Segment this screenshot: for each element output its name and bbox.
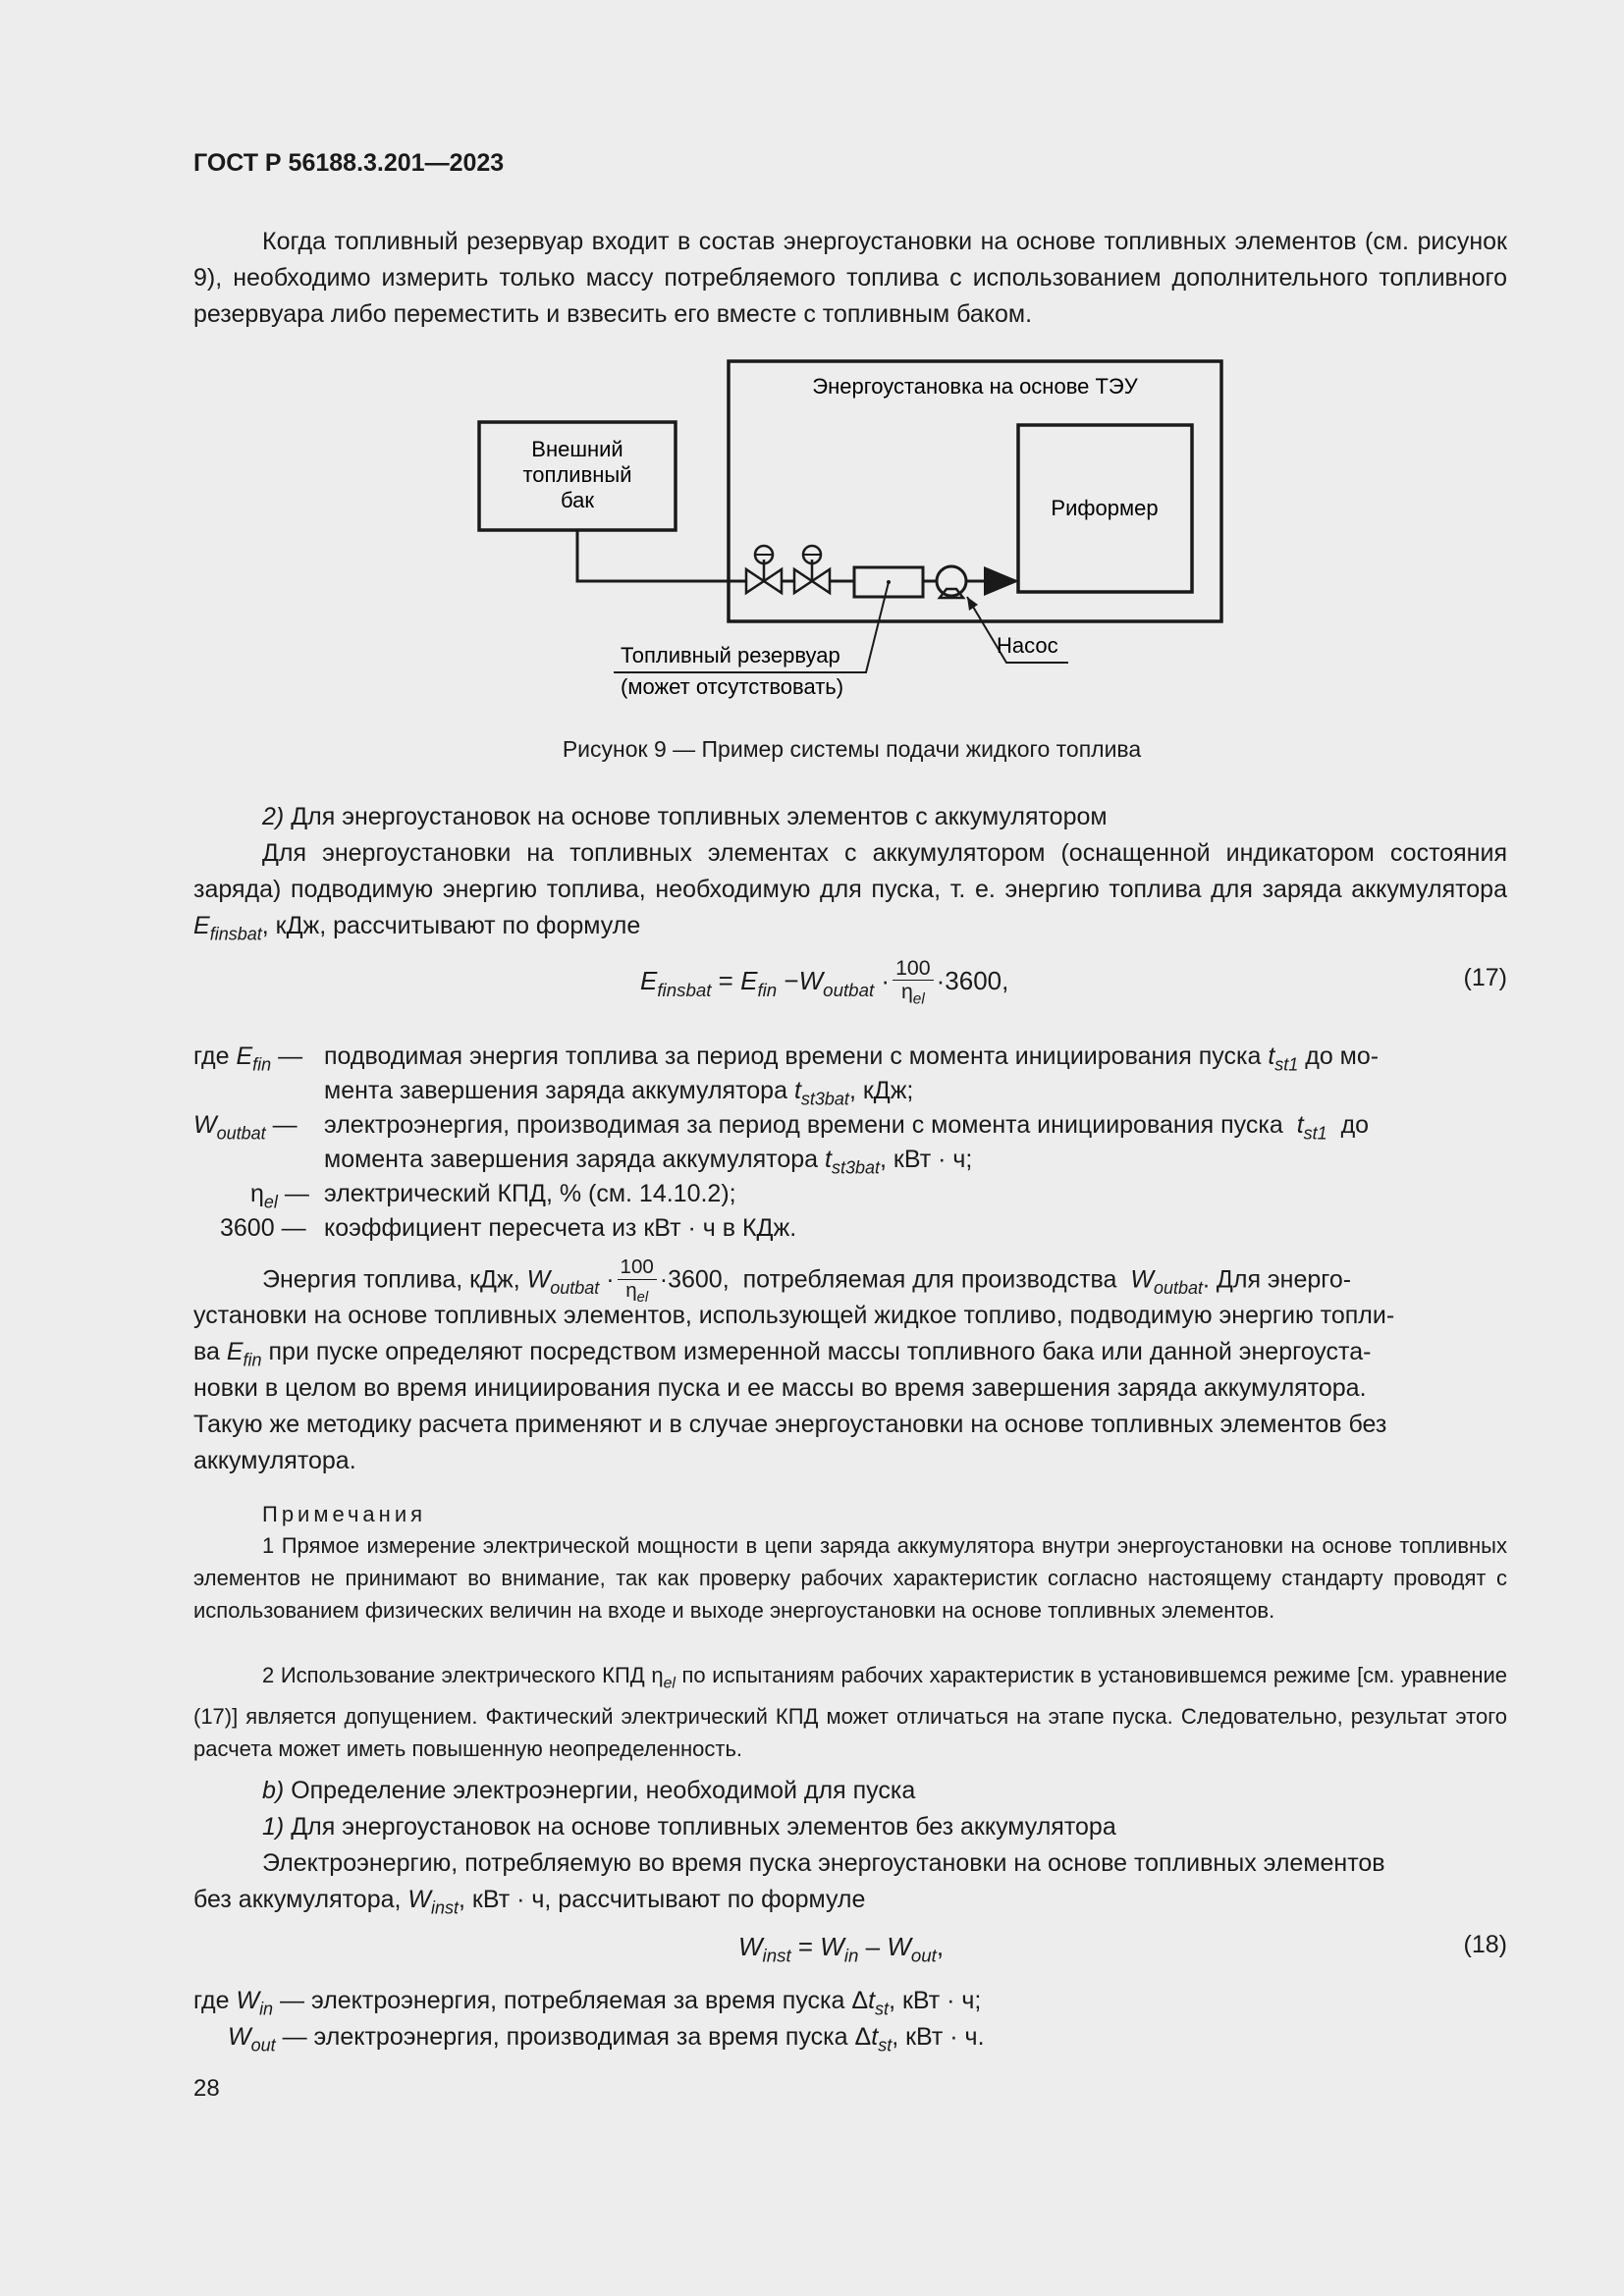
def-woutbat-term: $W_{outbat}$ —: [193, 1111, 298, 1144]
energy-paragraph-line2: установки на основе топливных элементов, использующей жидкое топливо, подводимую энергию топли-: [193, 1302, 1395, 1329]
def-win: где $W_{in}$ — электроэнергия, потребляемая за время пуска $\Delta t_{st}$, кВт · ч;: [193, 1987, 982, 2019]
figure-caption: Рисунок 9 — Пример системы подачи жидкого топлива: [562, 736, 1142, 762]
def-efin-line1: подводимая энергия топлива за период времени с момента инициирования пуска $t_{st1}$ до мо-: [324, 1042, 1380, 1075]
energy-paragraph-line1: Энергия топлива, кДж, $W_{outbat}$ · $\frac{100}{\eta_{el}}$ ·3600, потребляемая для производства $W_{outbat}$. Для энерго-: [262, 1255, 1352, 1306]
section-b1-paragraph-line1: Электроэнергию, потребляемую во время пуска энергоустановки на основе топливных элементов: [262, 1849, 1385, 1877]
equation-18: $W_{inst} = W_{in} - W_{out}$,: [738, 1932, 945, 1966]
section-b1-paragraph-line2: без аккумулятора, $W_{inst}$, кВт · ч, рассчитывают по формуле: [193, 1886, 866, 1918]
document-header: ГОСТ Р 56188.3.201—2023: [193, 149, 505, 177]
notes-title: Примечания: [262, 1502, 427, 1526]
equation-17-number: (17): [1463, 964, 1507, 991]
external-tank-label-2: топливный: [522, 462, 632, 487]
energy-paragraph-line6: аккумулятора.: [193, 1447, 356, 1474]
valve-icon: [746, 546, 782, 593]
system-title: Энергоустановка на основе ТЭУ: [812, 374, 1138, 399]
external-tank-label-3: бак: [561, 488, 594, 512]
energy-paragraph-line3: ва $E_{fin}$ при пуске определяют посредством измеренной массы топливного бака или данной энергоуста-: [193, 1338, 1372, 1370]
pump-label: Насос: [997, 633, 1058, 658]
def-3600-text: коэффициент пересчета из кВт · ч в КДж.: [324, 1214, 797, 1242]
def-where: где $E_{fin}$ —: [193, 1042, 303, 1075]
figure-9-diagram: [461, 353, 1237, 717]
equation-18-number: (18): [1463, 1931, 1507, 1958]
section-b1-heading: 1) Для энергоустановок на основе топливных элементов без аккумулятора: [262, 1813, 1116, 1841]
equation-17: $E_{finsbat} = E_{fin} -W_{outbat}$ · $\frac{100}{\eta_{el}}$ ·3600,: [640, 956, 1009, 1008]
valve-icon: [794, 546, 830, 593]
section-2-paragraph: Для энергоустановки на топливных элементах с аккумулятором (оснащенной индикатором состояния заряда) подводимую энергию топлива, необходимую для пуска, т. е. энергию топлива для заряда аккумулятора $E_{finsbat}$, кДж, рассчитывают по формуле: [193, 839, 1507, 944]
reformer-label: Риформер: [1051, 496, 1159, 520]
intro-paragraph: Когда топливный резервуар входит в состав энергоустановки на основе топливных элементов (см. рисунок 9), необходимо измерить только массу потребляемого топлива с использованием дополнительного топливного резервуара либо переместить и взвесить его вместе с топливным баком.: [193, 228, 1507, 328]
external-tank-label-1: Внешний: [531, 437, 623, 461]
page-number: 28: [193, 2075, 220, 2102]
fuel-reservoir-label-1: Топливный резервуар: [621, 643, 840, 667]
def-3600-term: 3600 —: [220, 1214, 306, 1242]
def-eta-text: электрический КПД, % (см. 14.10.2);: [324, 1180, 736, 1207]
section-2-heading: 2) Для энергоустановок на основе топливных элементов с аккумулятором: [262, 803, 1108, 830]
note-1: 1 Прямое измерение электрической мощности в цепи заряда аккумулятора внутри энергоустановки на основе топливных элементов не принимают во внимание, так как проверку рабочих характеристик согласно настоящему стандарту проводят с использованием физических величин на входе и выходе энергоустановки на основе топливных элементов.: [193, 1533, 1507, 1623]
def-woutbat-line2: момента завершения заряда аккумулятора $t_{st3bat}$, кВт · ч;: [324, 1146, 973, 1178]
def-efin-line2: мента завершения заряда аккумулятора $t_{st3bat}$, кДж;: [324, 1077, 914, 1109]
energy-paragraph-line5: Такую же методику расчета применяют и в случае энергоустановки на основе топливных элементов без: [193, 1411, 1387, 1438]
energy-paragraph-line4: новки в целом во время инициирования пуска и ее массы во время завершения заряда аккумулятора.: [193, 1374, 1367, 1402]
def-eta-term: $\eta_{el}$ —: [250, 1180, 309, 1212]
fuel-line: [577, 530, 746, 581]
note-2: 2 Использование электрического КПД $\eta_{el}$ по испытаниям рабочих характеристик в установившемся режиме [см. уравнение (17)] является допущением. Фактический электрический КПД может отличаться на этапе пуска. Следовательно, результат этого расчета может иметь повышенную неопределенность.: [193, 1663, 1507, 1761]
def-wout: $W_{out}$ — электроэнергия, производимая за время пуска $\Delta t_{st}$, кВт · ч.: [228, 2023, 985, 2056]
fuel-reservoir-label-2: (может отсутствовать): [621, 674, 844, 699]
def-woutbat-line1: электроэнергия, производимая за период времени с момента инициирования пуска $t_{st1}$ до: [324, 1111, 1370, 1144]
section-b-heading: b) Определение электроэнергии, необходимой для пуска: [262, 1777, 916, 1804]
pump-icon: [937, 566, 966, 598]
